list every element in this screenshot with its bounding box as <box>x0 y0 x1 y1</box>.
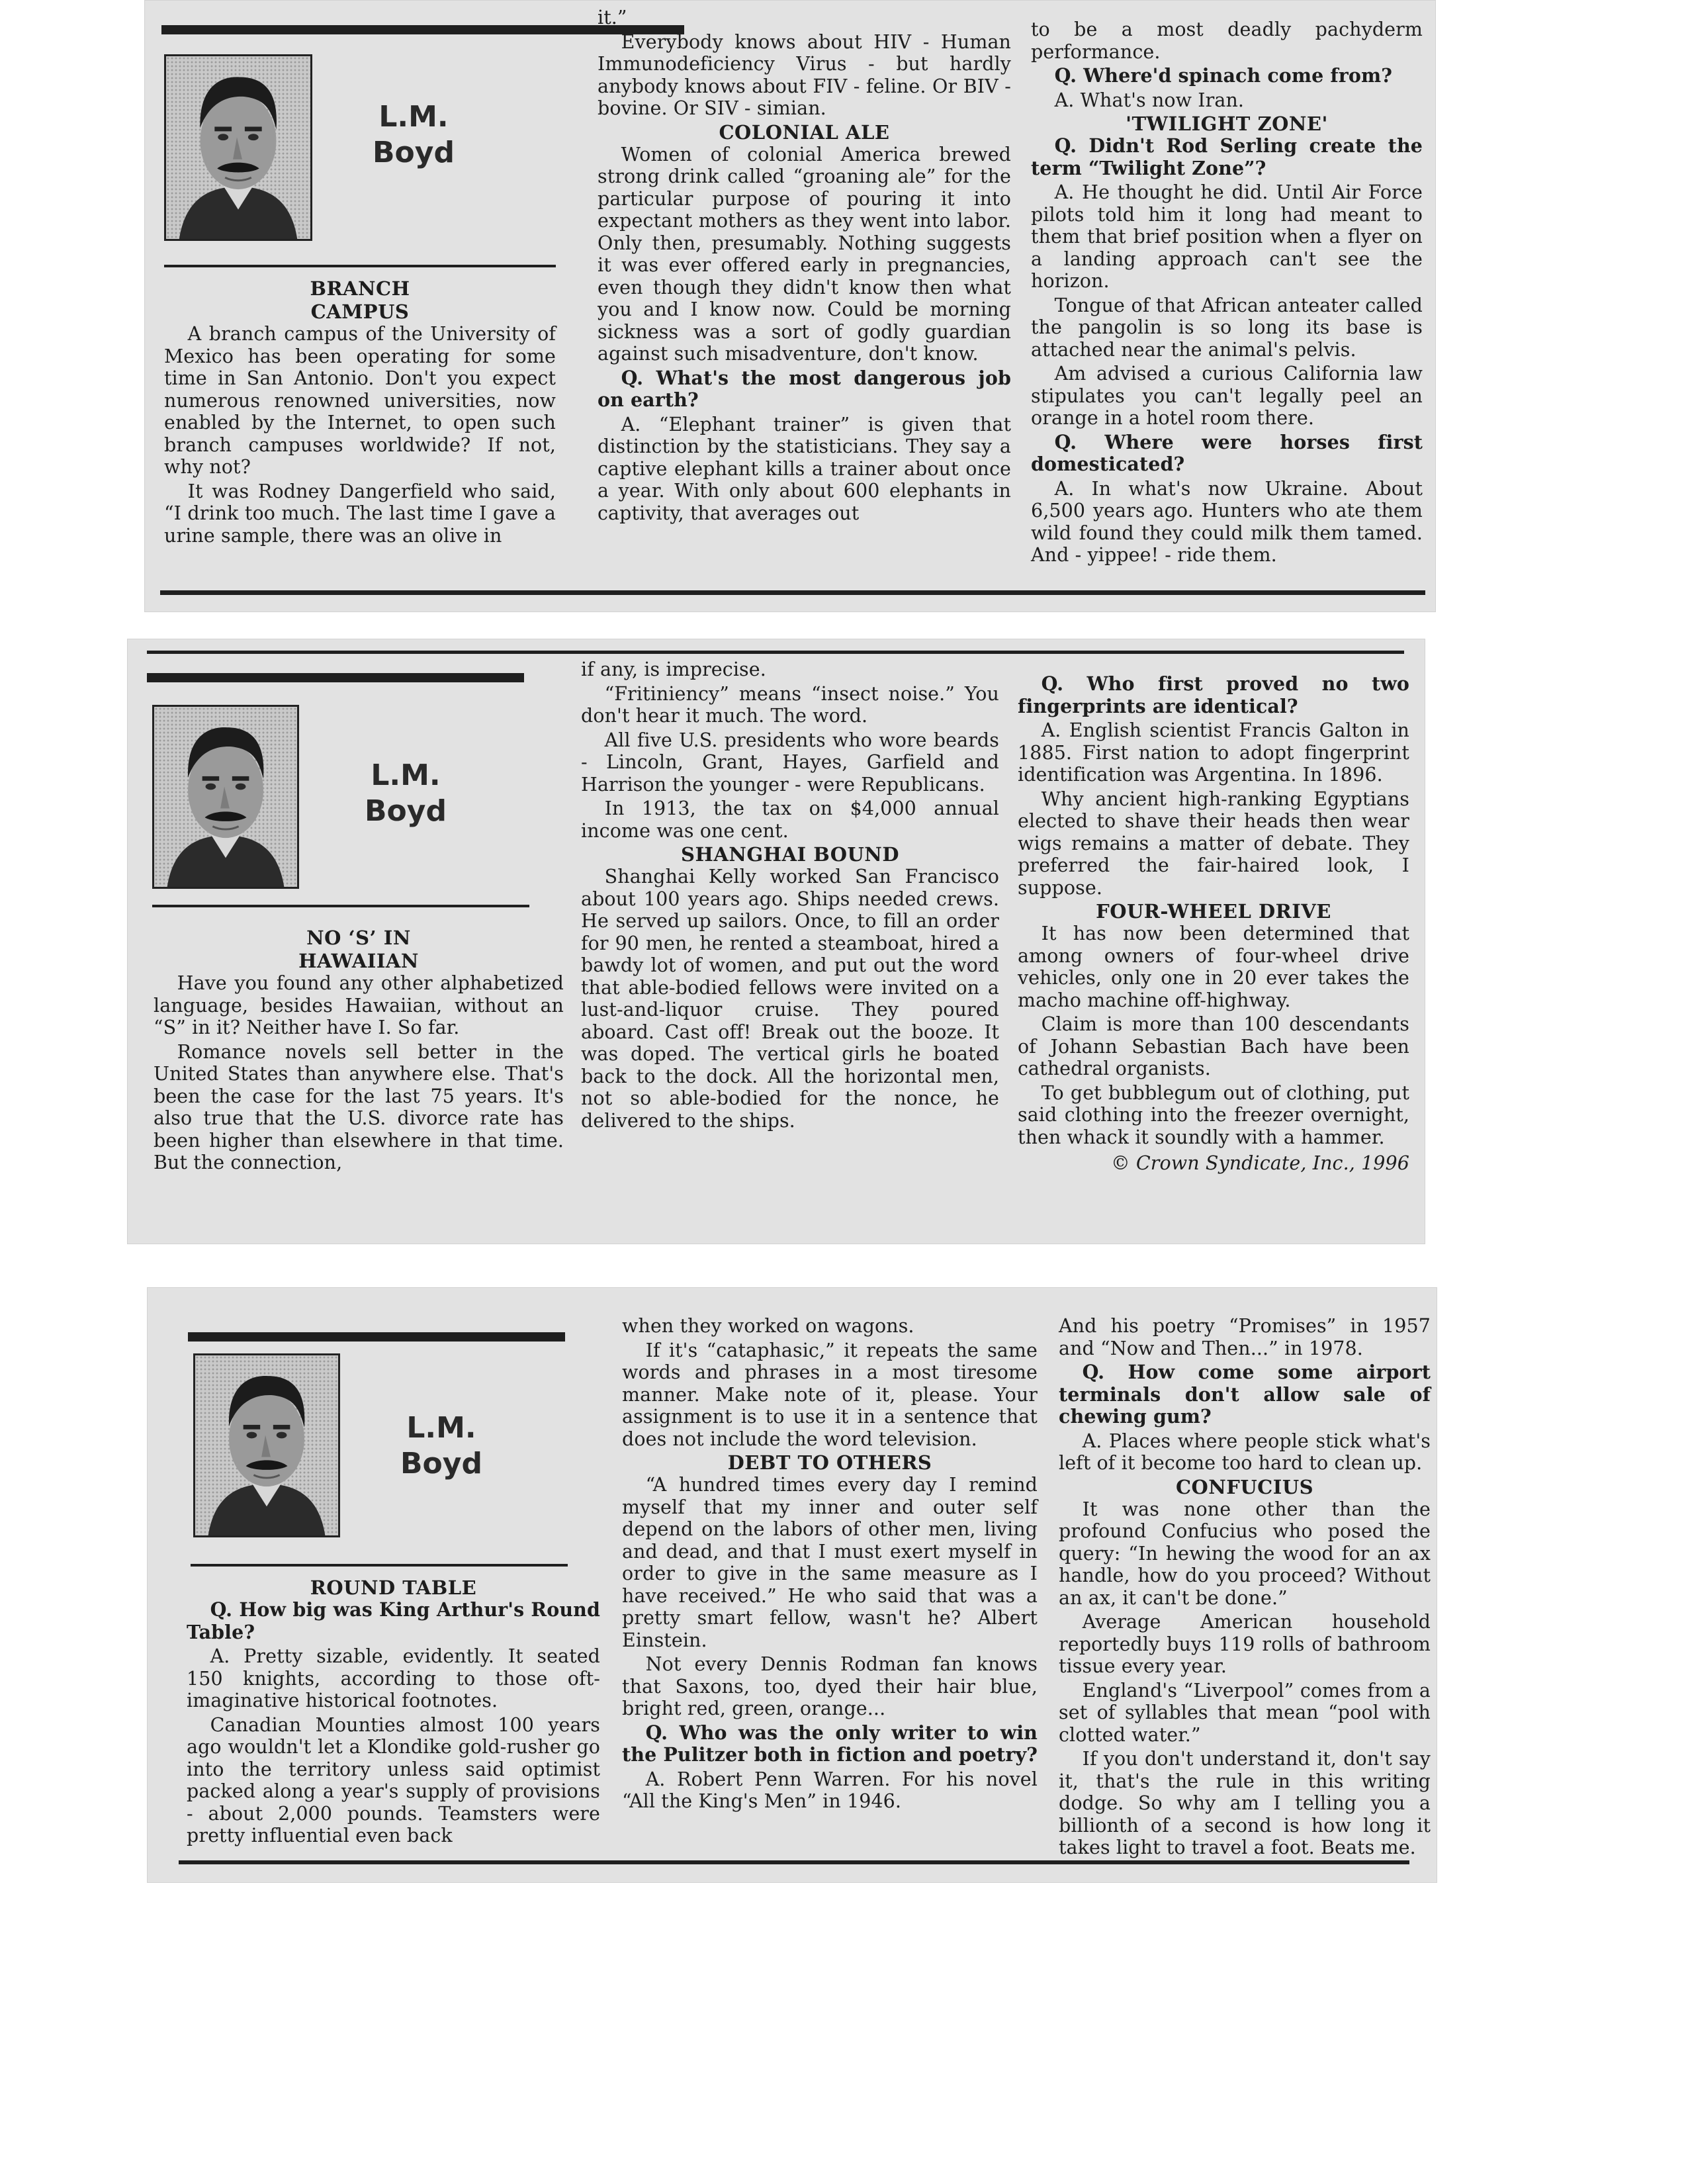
paragraph: Claim is more than 100 descendants of Johann Sebastian Bach have been cathedral organists. <box>1018 1013 1409 1079</box>
portrait-illustration <box>195 1355 338 1535</box>
paragraph: Women of colonial America brewed strong drink called “groaning ale” for the particular purpose of pouring it into expectant mothers as they went into labor. Only then, presumably. Nothing suggests it was ever offered early in pregnancies, even though they didn't know then what you and I know now. Could be morning sickness was a sort of godly guardian against such misadventure, don't know. <box>598 143 1011 365</box>
section-heading: 'TWILIGHT ZONE' <box>1126 113 1328 135</box>
section-rule <box>152 905 529 907</box>
byline-line2: Boyd <box>400 1447 482 1480</box>
top-rule <box>188 1332 565 1342</box>
paragraph: If you don't understand it, don't say it, that's the rule in this writing dodge. So why am I telling you a billionth of a second is how long it takes light to travel a foot. Beats me. <box>1059 1748 1431 1858</box>
paragraph: Tongue of that African anteater called the pangolin is so long its base is attached near the animal's pelvis. <box>1031 294 1423 361</box>
bottom-rule <box>160 590 1425 595</box>
paragraph: Romance novels sell better in the United States than anywhere else. That's been the case for the last 75 years. It's also true that the U.S. divorce rate has been higher than elsewhere in that time. But the connection, <box>154 1040 564 1173</box>
paragraph: “Fritiniency” means “insect noise.” You don't hear it much. The word. <box>581 682 999 727</box>
portrait-illustration <box>154 707 297 887</box>
paragraph: Have you found any other alphabetized language, besides Hawaiian, without an “S” in it? Neither have I. So far. <box>154 972 564 1038</box>
column-1 <box>187 1576 600 1849</box>
paragraph: If it's “cataphasic,” it repeats the same words and phrases in a most tiresome manner. Make note of it, please. Your assignment is to use it in a sentence that does not include the word television. <box>622 1339 1038 1450</box>
paragraph: A. He thought he did. Until Air Force pilots told him it long had meant to them that brief position when a flyer on a landing approach can't see the horizon. <box>1031 181 1423 292</box>
question: Q. Didn't Rod Serling create the term “Twilight Zone”? <box>1031 134 1423 179</box>
paragraph: It was Rodney Dangerfield who said, “I drink too much. The last time I gave a urine sample, there was an olive in <box>164 480 556 547</box>
section-heading: ROUND TABLE <box>310 1576 477 1599</box>
paragraph: A. In what's now Ukraine. About 6,500 years ago. Hunters who ate them wild found they could milk them tamed. And - yippee! - ride them. <box>1031 477 1423 566</box>
column-3 <box>1059 1315 1431 1861</box>
byline-line1: L.M. <box>371 758 441 792</box>
question: Q. Where were horses first domesticated? <box>1031 430 1423 475</box>
column-2 <box>581 659 999 1134</box>
paragraph: A. English scientist Francis Galton in 1885. First nation to adopt fingerprint identification was Argentina. In 1896. <box>1018 719 1409 786</box>
author-photo <box>193 1353 340 1537</box>
question: Q. Who was the only writer to win the Pulitzer both in fiction and poetry? <box>622 1721 1038 1766</box>
top-rule <box>147 651 1404 654</box>
section-heading: FOUR-WHEEL DRIVE <box>1096 900 1331 923</box>
byline <box>357 99 470 171</box>
clipping-3 <box>147 1287 1437 1883</box>
section-rule <box>191 1564 568 1567</box>
column-2 <box>598 7 1011 526</box>
bottom-rule <box>179 1860 1409 1864</box>
column-1 <box>154 926 564 1176</box>
question: Q. Where'd spinach come from? <box>1054 64 1393 87</box>
section-heading: NO ‘S’ IN <box>306 927 411 949</box>
question: Q. Who first proved no two fingerprints are identical? <box>1018 672 1409 717</box>
portrait-illustration <box>166 56 310 239</box>
paragraph: A. Places where people stick what's left of it become too hard to clean up. <box>1059 1430 1431 1474</box>
byline-line2: Boyd <box>373 136 455 169</box>
paragraph: Shanghai Kelly worked San Francisco about 100 years ago. Ships needed crews. He served up sailors. Once, to fill an order for 90 men, he rented a steamboat, hired a bawdy lot of women, and put out the word that able-bodied fellows were invited on a lust-and-liquor cruise. They poured aboard. Cast off! Break out the booze. It was doped. The vertical girls he boated back to the dock. All the horizontal men, not so able-bodied for the nonce, he delivered to the ships. <box>581 866 999 1132</box>
paragraph: Am advised a curious California law stipulates you can't legally peel an orange in a hotel room there. <box>1031 363 1423 429</box>
column-3 <box>1018 673 1409 1177</box>
paragraph: It was none other than the profound Confucius who posed the query: “In hewing the wood for an ax handle, how do you proceed? Without an ax, it can't be done.” <box>1059 1498 1431 1609</box>
byline <box>349 758 462 829</box>
continued-text: when they worked on wagons. <box>622 1315 914 1337</box>
section-heading: DEBT TO OTHERS <box>727 1451 932 1474</box>
paragraph: Average American household reportedly buys 119 rolls of bathroom tissue every year. <box>1059 1611 1431 1677</box>
continued-text: And his poetry “Promises” in 1957 and “Now and Then...” in 1978. <box>1059 1315 1431 1359</box>
byline-line1: L.M. <box>406 1411 476 1445</box>
section-heading: CONFUCIUS <box>1175 1475 1314 1498</box>
section-heading: CAMPUS <box>310 300 410 323</box>
author-photo <box>164 54 312 241</box>
paragraph: A. Pretty sizable, evidently. It seated 150 knights, according to those oft-imaginative historical footnotes. <box>187 1645 600 1711</box>
paragraph: A. Robert Penn Warren. For his novel “All the King's Men” in 1946. <box>622 1768 1038 1812</box>
paragraph: Canadian Mounties almost 100 years ago wouldn't let a Klondike gold-rusher go into the territory unless said optimist packed along a year's supply of provisions - about 2,000 pounds. Teamsters were pretty influential even back <box>187 1713 600 1846</box>
section-rule <box>164 265 556 267</box>
paragraph: A. “Elephant trainer” is given that distinction by the statisticians. They say a captive elephant kills a trainer about once a year. With only about 600 elephants in captivity, that averages out <box>598 413 1011 524</box>
paragraph: To get bubblegum out of clothing, put said clothing into the freezer overnight, then whack it soundly with a hammer. <box>1018 1081 1409 1148</box>
paragraph: In 1913, the tax on $4,000 annual income was one cent. <box>581 797 999 842</box>
column-1 <box>164 277 556 549</box>
paragraph: “A hundred times every day I remind myself that my inner and outer self depend on the labors of other men, living and dead, and that I must exert myself in order to give in the same measure as I have received.” He who said that was a pretty smart fellow, wasn't he? Albert Einstein. <box>622 1474 1038 1651</box>
section-heading: COLONIAL ALE <box>719 120 890 144</box>
column-3 <box>1031 19 1423 569</box>
column-2 <box>622 1315 1038 1815</box>
clipping-2 <box>127 639 1425 1244</box>
continued-text: it.” <box>598 7 627 28</box>
section-heading: SHANGHAI BOUND <box>681 843 899 866</box>
paragraph: A. What's now Iran. <box>1054 89 1245 111</box>
copyright-credit: © Crown Syndicate, Inc., 1996 <box>1111 1152 1409 1174</box>
byline-line2: Boyd <box>365 794 447 828</box>
clipping-1 <box>144 0 1436 612</box>
byline-line1: L.M. <box>378 100 449 134</box>
section-heading: HAWAIIAN <box>298 950 419 972</box>
author-photo <box>152 705 299 889</box>
paragraph: A branch campus of the University of Mexico has been operating for some time in San Antonio. Don't you expect numerous renowned universities, now enabled by the Internet, to open such branch campuses worldwide? If not, why not? <box>164 323 556 478</box>
continued-text: to be a most deadly pachyderm performance. <box>1031 19 1423 63</box>
paragraph: Everybody knows about HIV - Human Immunodeficiency Virus - but hardly anybody knows about FIV - feline. Or BIV - bovine. Or SIV - simian. <box>598 30 1011 119</box>
question: Q. How big was King Arthur's Round Table? <box>187 1598 600 1643</box>
paragraph: Why ancient high-ranking Egyptians elected to shave their heads then wear wigs remains a matter of debate. They preferred the fair-haired look, I suppose. <box>1018 788 1409 899</box>
paragraph: It has now been determined that among owners of four-wheel drive vehicles, only one in 20 ever takes the macho machine off-highway. <box>1018 923 1409 1011</box>
paragraph: Not every Dennis Rodman fan knows that Saxons, too, dyed their hair blue, bright red, green, orange... <box>622 1653 1038 1719</box>
section-heading: BRANCH <box>310 277 410 300</box>
question: Q. What's the most dangerous job on earth? <box>598 366 1011 411</box>
byline <box>385 1410 498 1482</box>
paragraph: All five U.S. presidents who wore beards - Lincoln, Grant, Hayes, Garfield and Harrison the younger - were Republicans. <box>581 729 999 796</box>
title-rule <box>147 673 524 682</box>
paragraph: England's “Liverpool” comes from a set of syllables that mean “pool with clotted water.” <box>1059 1679 1431 1746</box>
question: Q. How come some airport terminals don't allow sale of chewing gum? <box>1059 1361 1431 1428</box>
continued-text: if any, is imprecise. <box>581 659 766 680</box>
